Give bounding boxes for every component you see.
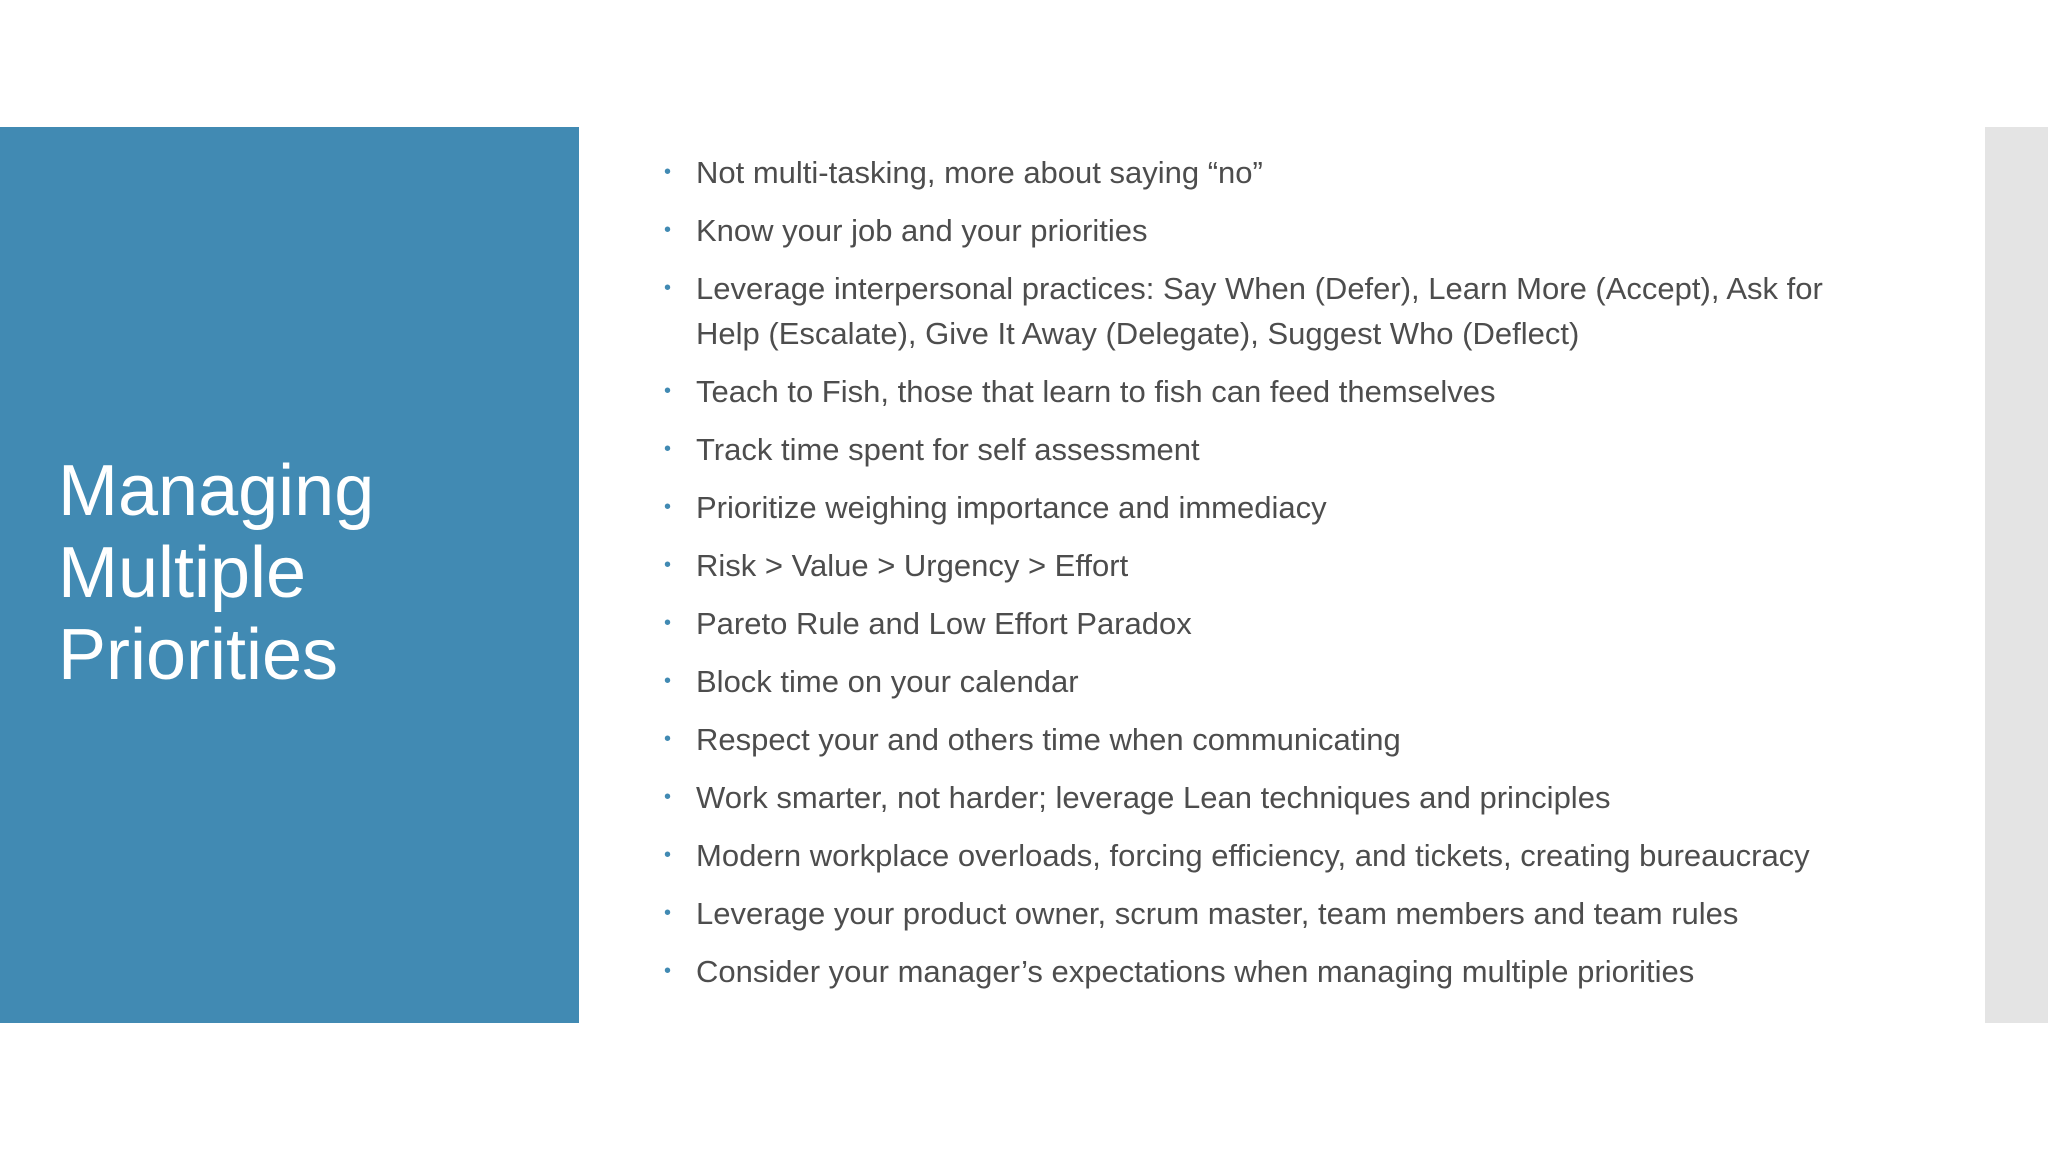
bullet-item xyxy=(664,485,1894,530)
bullet-text: Not multi-tasking, more about saying “no” xyxy=(696,155,1263,190)
bullet-dot-icon: • xyxy=(664,277,672,299)
bullet-item xyxy=(664,150,1894,195)
bullet-item xyxy=(664,659,1894,704)
bullet-dot-icon: • xyxy=(664,786,672,808)
bullet-dot-icon: • xyxy=(664,612,672,634)
bullet-dot-icon: • xyxy=(664,844,672,866)
bullet-dot-icon: • xyxy=(664,161,672,183)
bullet-item xyxy=(664,543,1894,588)
bullet-item xyxy=(664,601,1894,646)
bullet-dot-icon: • xyxy=(664,496,672,518)
slide-title: Managing Multiple Priorities xyxy=(58,451,375,695)
bullet-item xyxy=(664,891,1894,936)
bullet-text: Risk > Value > Urgency > Effort xyxy=(696,548,1129,583)
bullet-text: Block time on your calendar xyxy=(696,664,1079,699)
bullet-item xyxy=(664,427,1894,472)
bullet-dot-icon: • xyxy=(664,438,672,460)
bullet-dot-icon: • xyxy=(664,380,672,402)
bullet-item xyxy=(664,717,1894,762)
bullet-text: Consider your manager’s expectations when managing multiple priorities xyxy=(696,954,1695,989)
bullet-text: Leverage your product owner, scrum master, team members and team rules xyxy=(696,896,1739,931)
bullet-dot-icon: • xyxy=(664,960,672,982)
bullet-text: Prioritize weighing importance and immediacy xyxy=(696,490,1327,525)
bullet-item xyxy=(664,266,1894,356)
bullet-list xyxy=(664,150,1894,1007)
bullet-dot-icon: • xyxy=(664,728,672,750)
bullet-text: Know your job and your priorities xyxy=(696,213,1148,248)
bullet-item xyxy=(664,833,1894,878)
right-edge-strip xyxy=(1985,127,2048,1023)
bullet-text: Modern workplace overloads, forcing efficiency, and tickets, creating bureaucracy xyxy=(696,838,1810,873)
bullet-text: Respect your and others time when communicating xyxy=(696,722,1401,757)
bullet-item xyxy=(664,949,1894,994)
bullet-dot-icon: • xyxy=(664,670,672,692)
bullet-item xyxy=(664,208,1894,253)
bullet-text: Teach to Fish, those that learn to fish can feed themselves xyxy=(696,374,1496,409)
bullet-item xyxy=(664,775,1894,820)
bullet-text: Track time spent for self assessment xyxy=(696,432,1200,467)
bullet-text: Leverage interpersonal practices: Say When (Defer), Learn More (Accept), Ask for Help (Escalate), Give It Away (Delegate), Suggest Who (Deflect) xyxy=(696,271,1823,351)
bullet-dot-icon: • xyxy=(664,219,672,241)
bullet-text: Work smarter, not harder; leverage Lean techniques and principles xyxy=(696,780,1611,815)
bullet-dot-icon: • xyxy=(664,554,672,576)
bullet-text: Pareto Rule and Low Effort Paradox xyxy=(696,606,1192,641)
bullet-item xyxy=(664,369,1894,414)
bullet-dot-icon: • xyxy=(664,902,672,924)
